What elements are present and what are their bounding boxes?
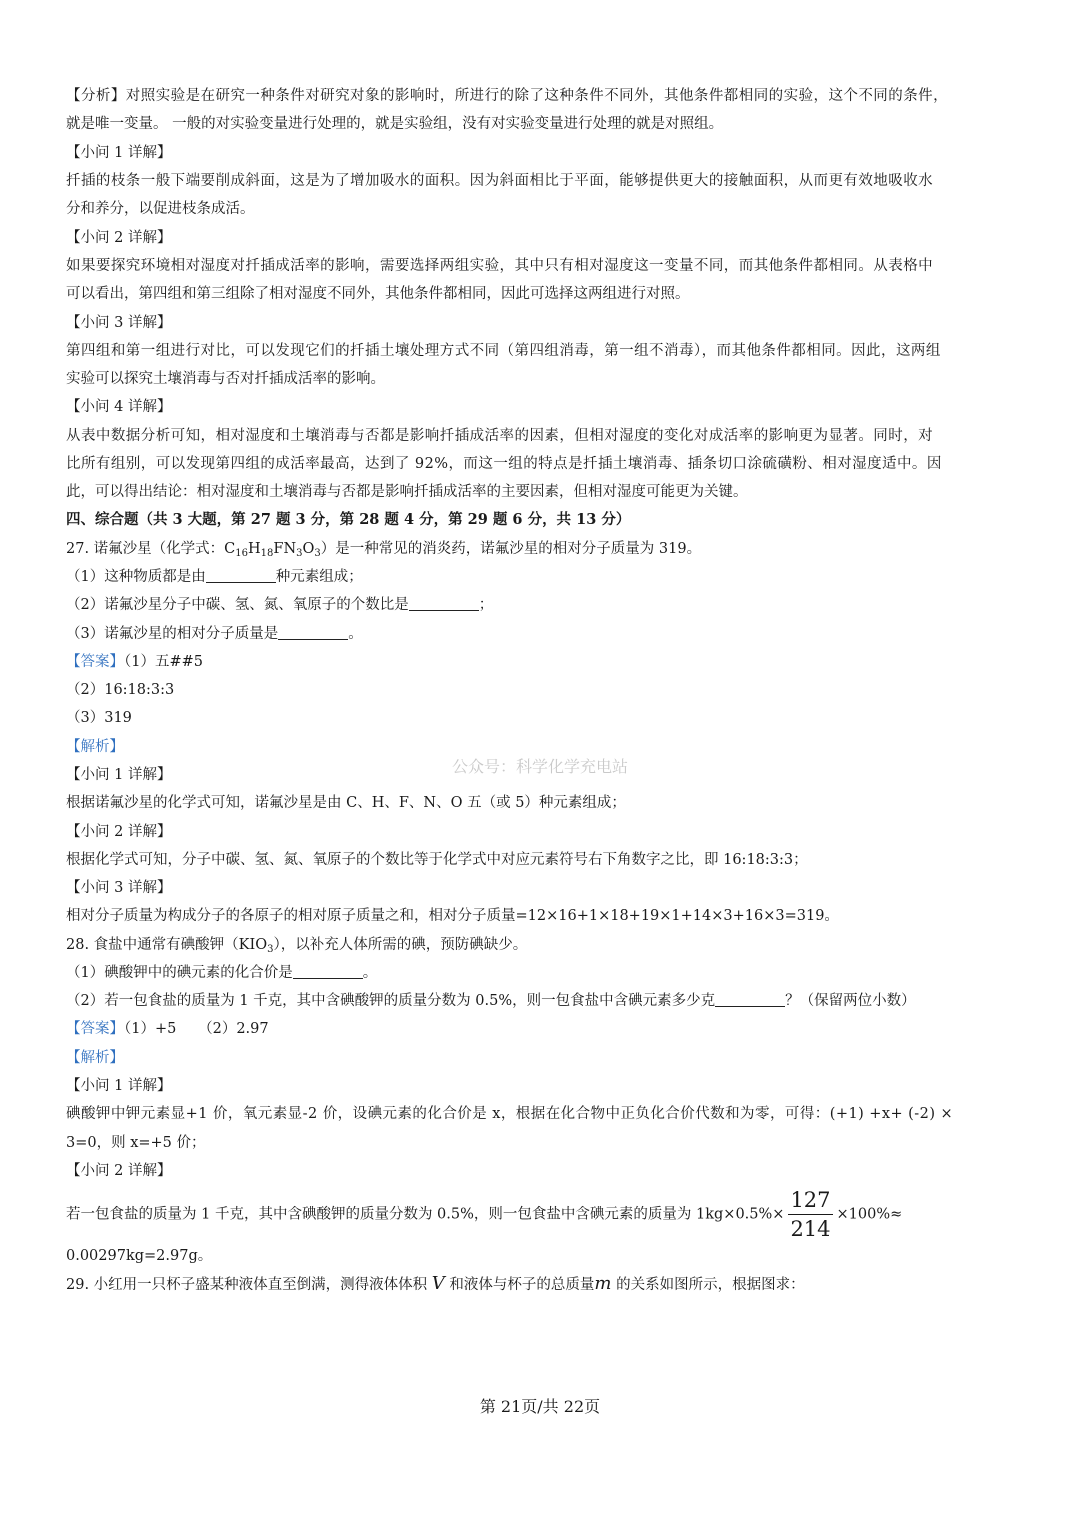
subquestion-heading: 【小问 2 详解】 (66, 1163, 172, 1179)
answer-blank (278, 625, 348, 640)
explanation-label: 【解析】 (66, 739, 124, 755)
answer-blank (206, 568, 276, 583)
explanation-line: 扦插的枝条一般下端要削成斜面，这是为了增加吸水的面积。因为斜面相比于平面，能够提供更大的接触面积，从而更有效地吸收水 (66, 173, 934, 189)
subquestion-heading: 【小问 3 详解】 (66, 315, 172, 331)
explanation-line: 实验可以探究土壤消毒与否对扦插成活率的影响。 (66, 371, 385, 387)
explanation-line: 此，可以得出结论：相对湿度和土壤消毒与否都是影响扦插成活率的主要因素，但相对湿度可能更为关键。 (66, 484, 748, 500)
answer-line: （3）319 (66, 710, 132, 726)
answer-label: 【答案】 (66, 654, 124, 670)
answer-blank (715, 992, 785, 1007)
answer-label: 【答案】 (66, 1021, 124, 1037)
answer-blank (409, 596, 479, 611)
subquestion-heading: 【小问 3 详解】 (66, 880, 172, 896)
subquestion-heading: 【小问 2 详解】 (66, 230, 172, 246)
subquestion-heading: 【小问 2 详解】 (66, 824, 172, 840)
question-29-stem: 29. 小红用一只杯子盛某种液体直至倒满，测得液体体积 V 和液体与杯子的总质量m 的关系如图所示，根据图求： (66, 1273, 805, 1294)
explanation-line: 0.00297kg=2.97g。 (66, 1248, 213, 1264)
explanation-line: 比所有组别，可以发现第四组的成活率最高，达到了 92%，而这一组的特点是扦插土壤消毒、插条切口涂硫磺粉、相对湿度适中。因 (66, 456, 942, 472)
explanation-line: 相对分子质量为构成分子的各原子的相对原子质量之和，相对分子质量=12×16+1×18+19×1+14×3+16×3=319。 (66, 908, 839, 924)
answer-blank (293, 964, 363, 979)
analysis-line: 【分析】对照实验是在研究一种条件对研究对象的影响时，所进行的除了这种条件不同外，其他条件都相同的实验，这个不同的条件， (66, 88, 949, 104)
explanation-line: 分和养分，以促进枝条成活。 (66, 201, 255, 217)
explanation-line: 从表中数据分析可知，相对湿度和土壤消毒与否都是影响扦插成活率的因素，但相对湿度的变化对成活率的影响更为显著。同时，对 (66, 428, 934, 444)
subquestion-heading: 【小问 1 详解】 (66, 767, 172, 783)
question-28-stem: 28. 食盐中通常有碘酸钾$(KIO_3)$，以补充人体所需的碘，预防碘缺少。 (66, 937, 528, 955)
explanation-line: 如果要探究环境相对湿度对扦插成活率的影响，需要选择两组实验，其中只有相对湿度这一变量不同，而其他条件都相同。从表格中 (66, 258, 934, 274)
section-heading: 四、综合题（共 3 大题，第 27 题 3 分，第 28 题 4 分，第 29 题 6 分，共 13 分） (66, 511, 631, 528)
explanation-line: 碘酸钾中钾元素显+1 价，氧元素显-2 价，设碘元素的化合价是 x，根据在化合物中正负化合价代数和为零，可得：(+1) +x+ (-2) × (66, 1106, 954, 1122)
question-27-part-1: （1）这种物质都是由 种元素组成； (66, 569, 363, 585)
subquestion-heading: 【小问 1 详解】 (66, 1078, 172, 1094)
explanation-line: 3=0，则 x=+5 价； (66, 1135, 206, 1151)
explanation-line: 根据诺氟沙星的化学式可知，诺氟沙星是由 C、H、F、N、O 五（或 5）种元素组成； (66, 795, 626, 811)
fraction: $\frac{127}{214}$ (790, 1188, 831, 1241)
question-28-part-2: （2）若一包食盐的质量为 1 千克，其中含碘酸钾的质量分数为 0.5%，则一包食盐中含碘元素多少克 ？（保留两位小数） (66, 993, 916, 1009)
subquestion-heading: 【小问 1 详解】 (66, 145, 172, 161)
question-28-part-1: （1）碘酸钾中的碘元素的化合价是 。 (66, 965, 378, 981)
explanation-label: 【解析】 (66, 1050, 124, 1066)
analysis-line: 就是唯一变量。 一般的对实验变量进行处理的，就是实验组，没有对实验变量进行处理的就是对照组。 (66, 116, 724, 132)
subquestion-heading: 【小问 4 详解】 (66, 399, 172, 415)
answer-line: （2）16:18:3:3 (66, 682, 175, 698)
answer-line: 【答案】（1）五##5 (66, 654, 203, 670)
explanation-line: 第四组和第一组进行对比，可以发现它们的扦插土壤处理方式不同（第四组消毒，第一组不消毒），而其他条件都相同。因此，这两组 (66, 343, 941, 359)
answer-line: 【答案】（1）+5 （2）2.97 (66, 1021, 269, 1037)
page-number-footer: 第 21页/共 22页 (479, 1397, 601, 1416)
question-27-part-2: （2）诺氟沙星分子中碳、氢、氮、氧原子的个数比是 ； (66, 597, 494, 613)
question-27-stem: 27. 诺氟沙星（化学式：$C_{16}H_{18}FN_3O_3$）是一种常见的消炎药，诺氟沙星的相对分子质量为 319。 (66, 541, 702, 559)
explanation-line: 可以看出，第四组和第三组除了相对湿度不同外，其他条件都相同，因此可选择这两组进行对照。 (66, 286, 690, 302)
formula-line: 若一包食盐的质量为 1 千克，其中含碘酸钾的质量分数为 0.5%，则一包食盐中含碘元素的质量为 1kg×0.5%× $\frac{127}{214}$ ×100%≈ (66, 1188, 903, 1241)
question-27-part-3: （3）诺氟沙星的相对分子质量是 。 (66, 626, 363, 642)
watermark: 公众号：科学化学充电站 (451, 757, 628, 776)
explanation-line: 根据化学式可知，分子中碳、氢、氮、氧原子的个数比等于化学式中对应元素符号右下角数字之比，即 16:18:3:3； (66, 852, 808, 868)
